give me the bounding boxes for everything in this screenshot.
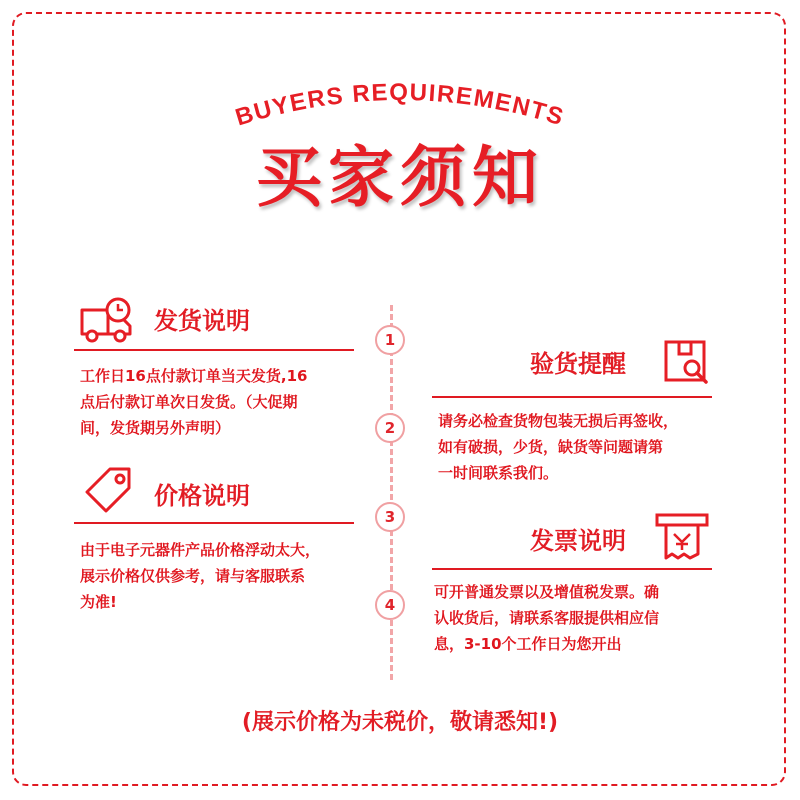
shipping-line-2: 点后付款订单次日发货。（大促期 (80, 393, 298, 411)
price-line-3: 为准! (80, 593, 117, 611)
step-marker-4: 4 (375, 590, 405, 620)
shipping-line-1: 工作日16点付款订单当天发货,16 (80, 367, 308, 385)
inspection-line-2: 如有破损，少货，缺货等问题请第 (438, 438, 664, 456)
shipping-divider (74, 349, 354, 351)
invoice-title: 发票说明 (530, 527, 626, 555)
step-marker-3: 3 (375, 502, 405, 532)
package-inspect-icon (662, 338, 710, 386)
price-line-2: 展示价格仅供参考，请与客服联系 (80, 567, 306, 585)
inspection-line-3: 一时间联系我们。 (438, 464, 559, 482)
price-title: 价格说明 (154, 482, 250, 510)
delivery-truck-icon (78, 296, 136, 344)
receipt-printer-icon (654, 512, 710, 562)
invoice-line-2: 认收货后，请联系客服提供相应信 (434, 609, 660, 627)
invoice-text (434, 579, 734, 657)
inspection-text (438, 408, 738, 486)
inspection-line-1: 请务必检查货物包装无损后再签收， (438, 412, 679, 430)
price-line-1: 由于电子元器件产品价格浮动太大， (80, 541, 321, 559)
price-tag-icon (82, 464, 136, 518)
invoice-line-3: 息，3-10个工作日为您开出 (434, 635, 622, 653)
step-marker-1: 1 (375, 325, 405, 355)
footer-note: (展示价格为未税价，敬请悉知!) (241, 710, 559, 735)
shipping-text (80, 363, 370, 441)
price-text (80, 537, 380, 615)
timeline-line (390, 305, 393, 680)
svg-text:BUYERS REQUIREMENTS (232, 79, 567, 131)
shipping-title: 发货说明 (154, 307, 250, 335)
page-title: 买家须知 (256, 139, 544, 216)
invoice-line-1: 可开普通发票以及增值税发票。确 (434, 583, 660, 601)
invoice-divider (432, 568, 712, 570)
arc-title-text: BUYERS REQUIREMENTS (232, 78, 568, 132)
inspection-divider (432, 396, 712, 398)
inspection-title: 验货提醒 (530, 350, 626, 378)
shipping-line-3: 间，发货期另外声明） (80, 419, 231, 437)
step-marker-2: 2 (375, 413, 405, 443)
price-divider (74, 522, 354, 524)
